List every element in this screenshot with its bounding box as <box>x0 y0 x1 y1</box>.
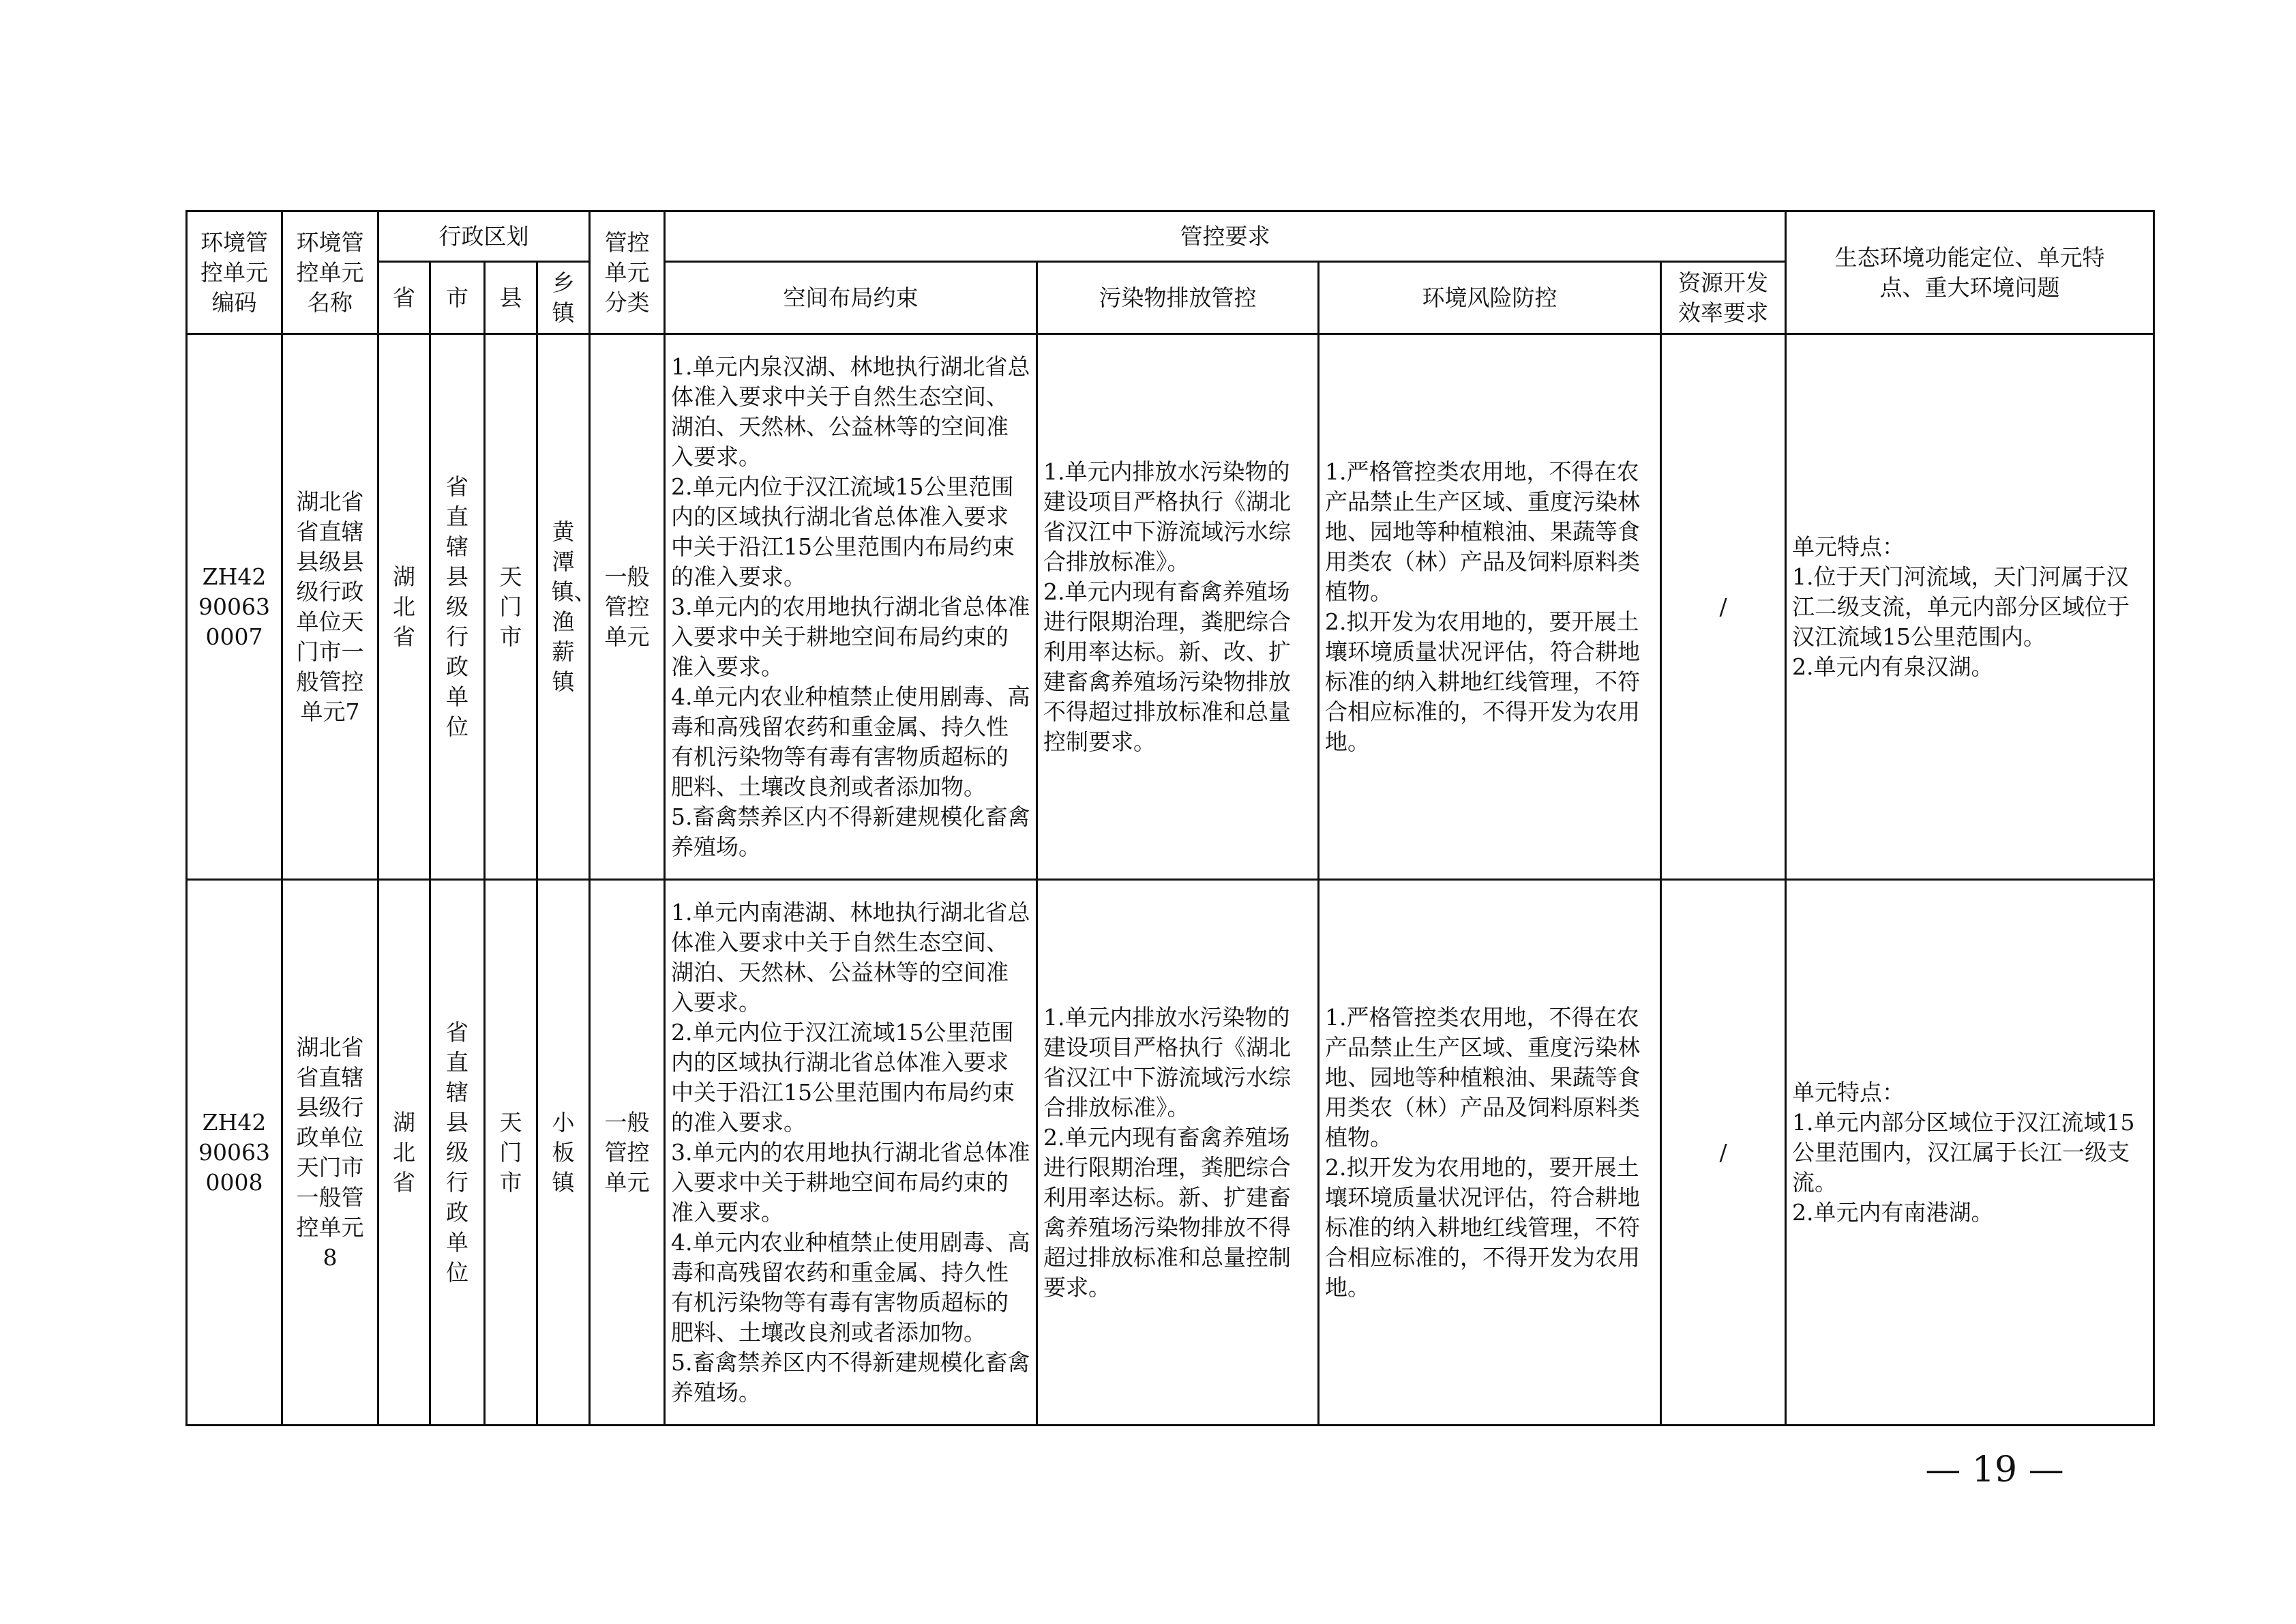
header-requirements: 管控要求 <box>665 211 1786 262</box>
header-admin: 行政区划 <box>378 211 590 262</box>
spatial-constraint-cell: 1.单元内泉汉湖、林地执行湖北省总体准入要求中关于自然生态空间、湖泊、天然林、公益林等的空间准入要求。 2.单元内位于汉江流域15公里范围内的区域执行湖北省总体准入要求中关于沿江15公里范围内布局约束的准入要求。 3.单元内的农用地执行湖北省总体准入要求中关于耕地空间布局约束的准入要求。 4.单元内农业种植禁止使用剧毒、高毒和高残留农药和重金属、持久性有机污染物等有毒有害物质超标的肥料、土壤改良剂或者添加物。 5.畜禽禁养区内不得新建规模化畜禽养殖场。 <box>665 334 1037 880</box>
province-cell: 湖北省 <box>378 880 430 1426</box>
header-name: 环境管控单元名称 <box>282 211 378 334</box>
page-number: — 19 — <box>1925 1449 2064 1490</box>
province-cell: 湖北省 <box>378 334 430 880</box>
city-cell: 省直辖县级行政单位 <box>430 880 485 1426</box>
header-province: 省 <box>378 262 430 334</box>
header-spatial: 空间布局约束 <box>665 262 1037 334</box>
environmental-control-table <box>185 210 2155 1426</box>
unit-code: ZH42 90063 0007 <box>187 334 282 880</box>
risk-control-cell: 1.严格管控类农用地，不得在农产品禁止生产区域、重度污染林地、园地等种植粮油、果蔬等食用类农（林）产品及饲料原料类植物。 2.拟开发为农用地的，要开展土壤环境质量状况评估，符合耕地标准的纳入耕地红线管理，不符合相应标准的，不得开发为农用地。 <box>1319 334 1661 880</box>
eco-function-cell: 单元特点： 1.单元内部分区域位于汉江流域15公里范围内，汉江属于长江一级支流。 2.单元内有南港湖。 <box>1786 880 2154 1426</box>
header-town: 乡镇 <box>537 262 590 334</box>
table-row <box>187 334 2154 880</box>
header-code: 环境管控单元编码 <box>187 211 282 334</box>
resource-efficiency-cell: / <box>1661 334 1786 880</box>
eco-function-cell: 单元特点： 1.位于天门河流域，天门河属于汉江二级支流，单元内部分区域位于汉江流域15公里范围内。 2.单元内有泉汉湖。 <box>1786 334 2154 880</box>
town-cell: 黄潭镇、渔薪镇 <box>537 334 590 880</box>
unit-name: 湖北省省直辖县级行政单位天门市一般管控单元8 <box>282 880 378 1426</box>
pollution-control-cell: 1.单元内排放水污染物的建设项目严格执行《湖北省汉江中下游流域污水综合排放标准》。 2.单元内现有畜禽养殖场进行限期治理，粪肥综合利用率达标。新、扩建畜禽养殖场污染物排放不得超过排放标准和总量控制要求。 <box>1037 880 1319 1426</box>
header-resource: 资源开发效率要求 <box>1661 262 1786 334</box>
pollution-control-cell: 1.单元内排放水污染物的建设项目严格执行《湖北省汉江中下游流域污水综合排放标准》。 2.单元内现有畜禽养殖场进行限期治理，粪肥综合利用率达标。新、改、扩建畜禽养殖场污染物排放不得超过排放标准和总量控制要求。 <box>1037 334 1319 880</box>
category-cell: 一般管控单元 <box>590 880 665 1426</box>
county-cell: 天门市 <box>485 334 537 880</box>
category-cell: 一般管控单元 <box>590 334 665 880</box>
unit-name: 湖北省省直辖县级县级行政单位天门市一般管控单元7 <box>282 334 378 880</box>
city-cell: 省直辖县级行政单位 <box>430 334 485 880</box>
town-cell: 小板镇 <box>537 880 590 1426</box>
header-category: 管控单元分类 <box>590 211 665 334</box>
header-pollution: 污染物排放管控 <box>1037 262 1319 334</box>
unit-code: ZH42 90063 0008 <box>187 880 282 1426</box>
header-risk: 环境风险防控 <box>1319 262 1661 334</box>
header-county: 县 <box>485 262 537 334</box>
header-city: 市 <box>430 262 485 334</box>
resource-efficiency-cell: / <box>1661 880 1786 1426</box>
header-eco: 生态环境功能定位、单元特点、重大环境问题 <box>1786 211 2154 334</box>
risk-control-cell: 1.严格管控类农用地，不得在农产品禁止生产区域、重度污染林地、园地等种植粮油、果蔬等食用类农（林）产品及饲料原料类植物。 2.拟开发为农用地的，要开展土壤环境质量状况评估，符合耕地标准的纳入耕地红线管理，不符合相应标准的，不得开发为农用地。 <box>1319 880 1661 1426</box>
table-row <box>187 880 2154 1426</box>
county-cell: 天门市 <box>485 880 537 1426</box>
spatial-constraint-cell: 1.单元内南港湖、林地执行湖北省总体准入要求中关于自然生态空间、湖泊、天然林、公益林等的空间准入要求。 2.单元内位于汉江流域15公里范围内的区域执行湖北省总体准入要求中关于沿江15公里范围内布局约束的准入要求。 3.单元内的农用地执行湖北省总体准入要求中关于耕地空间布局约束的准入要求。 4.单元内农业种植禁止使用剧毒、高毒和高残留农药和重金属、持久性有机污染物等有毒有害物质超标的肥料、土壤改良剂或者添加物。 5.畜禽禁养区内不得新建规模化畜禽养殖场。 <box>665 880 1037 1426</box>
